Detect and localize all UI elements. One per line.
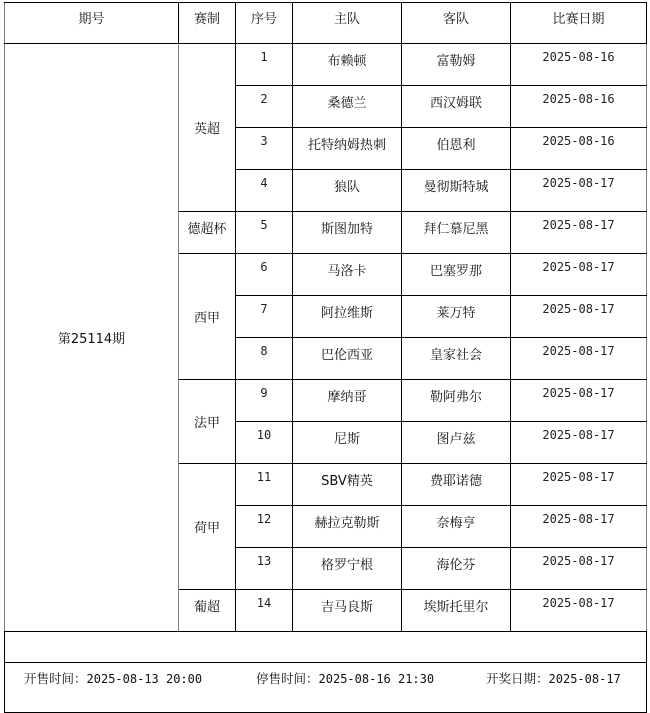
home-team: 格罗宁根 [293, 548, 402, 590]
match-no: 13 [236, 548, 293, 590]
away-team: 海伦芬 [402, 548, 511, 590]
away-team: 费耶诺德 [402, 464, 511, 506]
match-no: 12 [236, 506, 293, 548]
away-team: 曼彻斯特城 [402, 170, 511, 212]
match-no: 4 [236, 170, 293, 212]
match-date: 2025-08-17 [511, 212, 647, 254]
match-date: 2025-08-17 [511, 548, 647, 590]
match-date: 2025-08-17 [511, 254, 647, 296]
match-date: 2025-08-17 [511, 422, 647, 464]
draw-date: 开奖日期：2025-08-17 [486, 671, 621, 686]
away-team: 西汉姆联 [402, 86, 511, 128]
home-team: 桑德兰 [293, 86, 402, 128]
home-team: 狼队 [293, 170, 402, 212]
sale-end: 停售时间：2025-08-16 21:30 [256, 671, 435, 686]
match-date: 2025-08-17 [511, 380, 647, 422]
league-cell: 荷甲 [179, 464, 236, 590]
header-away: 客队 [402, 3, 511, 44]
home-team: 吉马良斯 [293, 590, 402, 632]
league-cell: 德超杯 [179, 212, 236, 254]
match-date: 2025-08-16 [511, 128, 647, 170]
issue-label: 第25114期 [5, 44, 179, 632]
league-cell: 葡超 [179, 590, 236, 632]
league-cell: 法甲 [179, 380, 236, 464]
match-no: 1 [236, 44, 293, 86]
match-date: 2025-08-17 [511, 506, 647, 548]
away-team: 皇家社会 [402, 338, 511, 380]
home-team: 托特纳姆热刺 [293, 128, 402, 170]
away-team: 埃斯托里尔 [402, 590, 511, 632]
match-date: 2025-08-17 [511, 464, 647, 506]
match-no: 7 [236, 296, 293, 338]
empty-cell [5, 632, 647, 663]
match-no: 14 [236, 590, 293, 632]
match-schedule-table [4, 2, 647, 713]
match-date: 2025-08-17 [511, 590, 647, 632]
home-team: 摩纳哥 [293, 380, 402, 422]
home-team: 斯图加特 [293, 212, 402, 254]
header-issue: 期号 [5, 3, 179, 44]
league-cell: 西甲 [179, 254, 236, 380]
match-date: 2025-08-16 [511, 44, 647, 86]
table-header-row [5, 3, 647, 44]
away-team: 图卢兹 [402, 422, 511, 464]
match-no: 6 [236, 254, 293, 296]
header-home: 主队 [293, 3, 402, 44]
sale-start: 开售时间：2025-08-13 20:00 [24, 671, 203, 686]
away-team: 富勒姆 [402, 44, 511, 86]
home-team: SBV精英 [293, 464, 402, 506]
sale-info-cell [5, 663, 647, 713]
away-team: 莱万特 [402, 296, 511, 338]
header-league: 赛制 [179, 3, 236, 44]
league-cell: 英超 [179, 44, 236, 212]
header-no: 序号 [236, 3, 293, 44]
match-date: 2025-08-17 [511, 170, 647, 212]
match-date: 2025-08-17 [511, 296, 647, 338]
match-no: 8 [236, 338, 293, 380]
home-team: 布赖顿 [293, 44, 402, 86]
match-date: 2025-08-17 [511, 338, 647, 380]
away-team: 拜仁慕尼黑 [402, 212, 511, 254]
match-no: 11 [236, 464, 293, 506]
away-team: 勒阿弗尔 [402, 380, 511, 422]
match-no: 3 [236, 128, 293, 170]
sale-info-row [5, 663, 647, 713]
match-no: 5 [236, 212, 293, 254]
away-team: 巴塞罗那 [402, 254, 511, 296]
match-no: 10 [236, 422, 293, 464]
header-date: 比赛日期 [511, 3, 647, 44]
spacer-row [5, 632, 647, 663]
match-no: 2 [236, 86, 293, 128]
home-team: 巴伦西亚 [293, 338, 402, 380]
match-date: 2025-08-16 [511, 86, 647, 128]
home-team: 阿拉维斯 [293, 296, 402, 338]
home-team: 赫拉克勒斯 [293, 506, 402, 548]
table-row [5, 44, 647, 86]
home-team: 尼斯 [293, 422, 402, 464]
away-team: 奈梅亨 [402, 506, 511, 548]
match-no: 9 [236, 380, 293, 422]
away-team: 伯恩利 [402, 128, 511, 170]
home-team: 马洛卡 [293, 254, 402, 296]
